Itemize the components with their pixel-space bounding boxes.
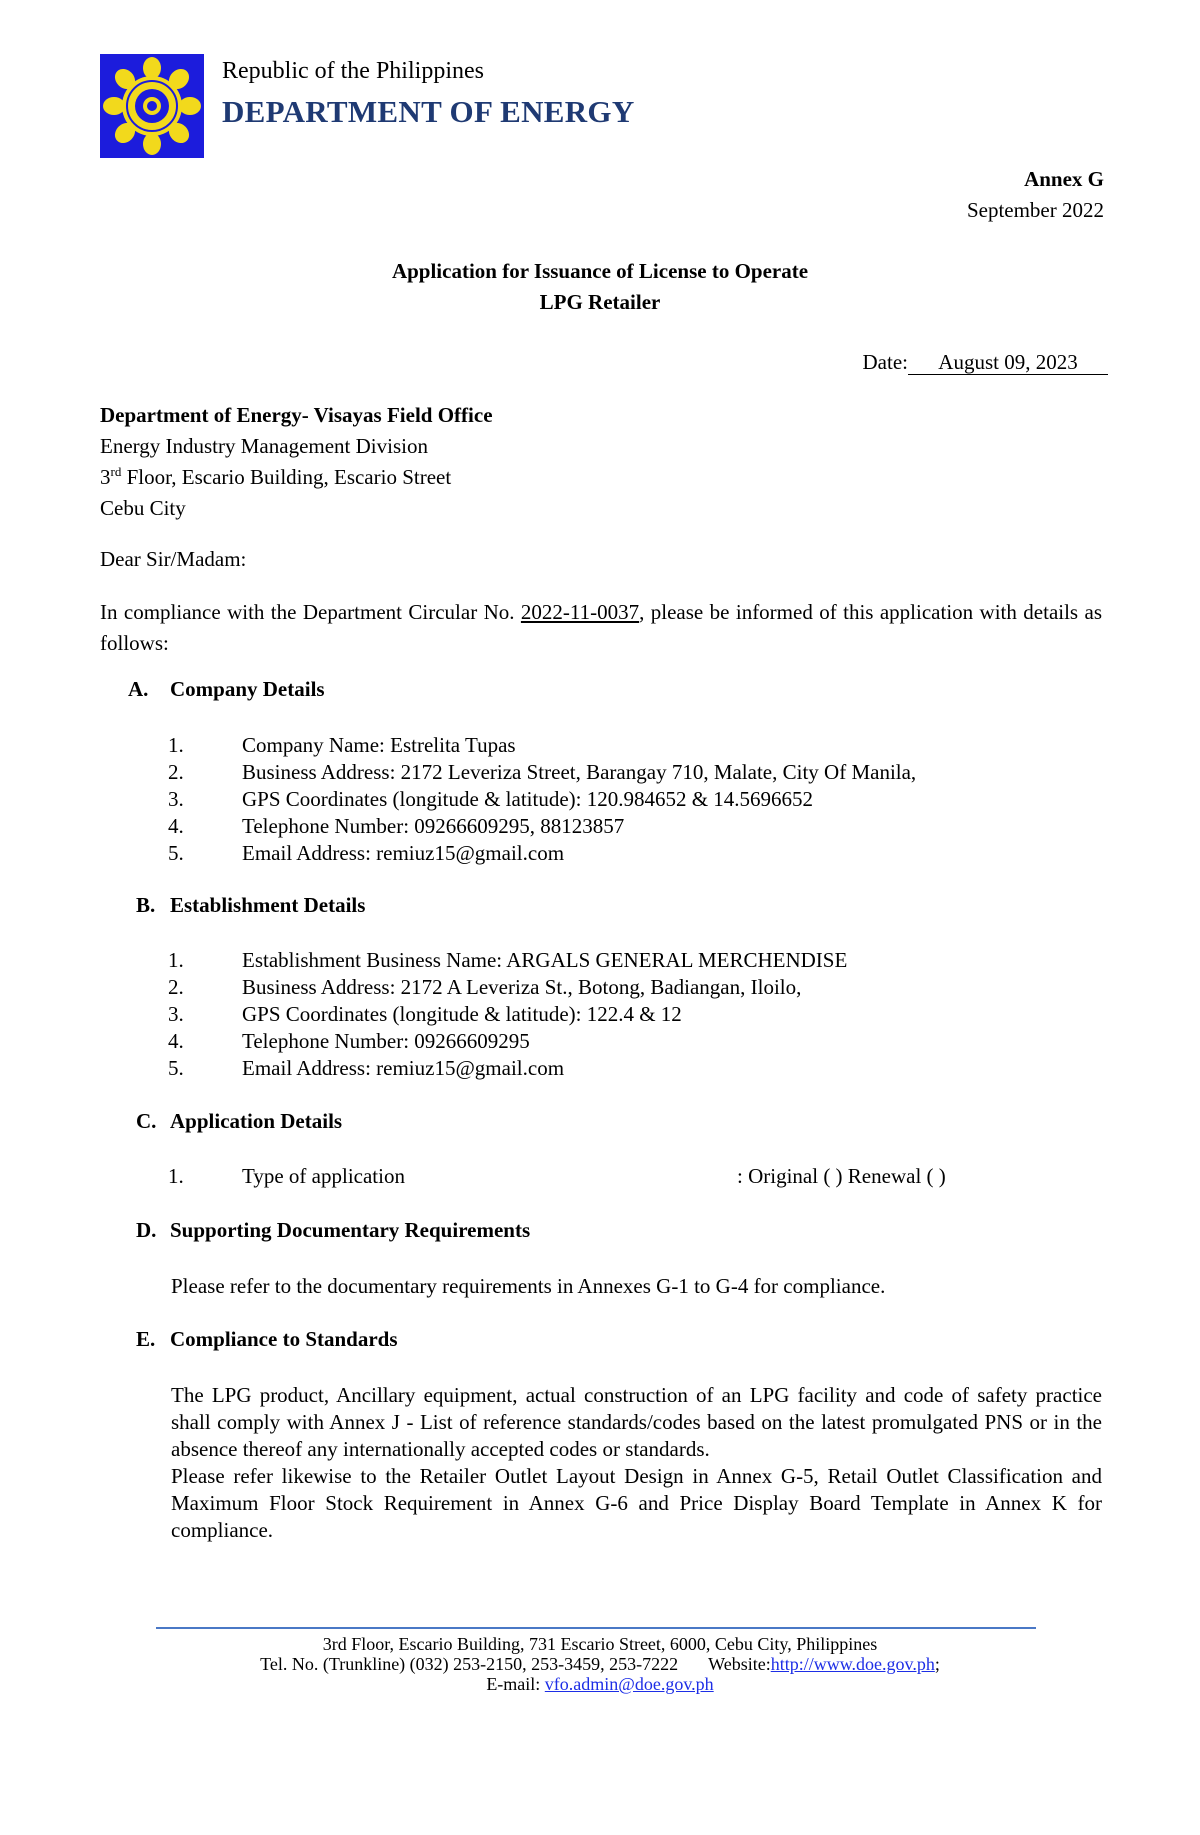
- item-text: Business Address: 2172 A Leveriza St., Botong, Badiangan, Iloilo,: [242, 975, 802, 999]
- list-item: [168, 1001, 847, 1028]
- compliance-paragraph: [171, 1382, 1102, 1544]
- item-number: 5.: [168, 841, 184, 865]
- list-item: [168, 840, 916, 867]
- documentary-requirements-text: Please refer to the documentary requirements in Annexes G-1 to G-4 for compliance.: [171, 1274, 886, 1298]
- recipient-org: Department of Energy- Visayas Field Office: [100, 403, 493, 427]
- list-item: [168, 732, 916, 759]
- section-letter: B.: [136, 893, 156, 917]
- floor-number: 3: [100, 465, 111, 489]
- item-number: 5.: [168, 1056, 184, 1080]
- date-label: Date:: [862, 350, 908, 374]
- item-number: 4.: [168, 814, 184, 838]
- section-b-heading: [136, 893, 365, 918]
- item-text: GPS Coordinates (longitude & latitude): 122.4 & 12: [242, 1002, 682, 1026]
- item-text: Company Name: Estrelita Tupas: [242, 733, 516, 757]
- item-number: 1.: [168, 733, 184, 757]
- section-title: Compliance to Standards: [170, 1327, 398, 1351]
- section-letter: D.: [136, 1218, 157, 1242]
- footer: [0, 1634, 1200, 1694]
- intro-after: , please be informed of this application with details as follows:: [100, 600, 1102, 655]
- establishment-details-list: [168, 947, 847, 1082]
- intro-paragraph: [100, 597, 1102, 659]
- footer-divider: [156, 1627, 1036, 1629]
- intro-before: In compliance with the Department Circular No.: [100, 600, 521, 624]
- floor-rest: Floor, Escario Building, Escario Street: [121, 465, 452, 489]
- date-value: August 09, 2023: [908, 350, 1108, 375]
- website-link[interactable]: http://www.doe.gov.ph: [770, 1654, 935, 1674]
- footer-telephone: Tel. No. (Trunkline) (032) 253-2150, 253-3459, 253-7222: [260, 1654, 679, 1674]
- section-title: Supporting Documentary Requirements: [170, 1218, 531, 1242]
- list-item: [168, 786, 916, 813]
- item-text: Email Address: remiuz15@gmail.com: [242, 841, 565, 865]
- recipient-street: [100, 462, 493, 493]
- footer-contact: [0, 1654, 1200, 1674]
- item-number: 1.: [168, 1164, 184, 1188]
- republic-heading: Republic of the Philippines: [222, 58, 484, 84]
- list-item: [168, 1055, 847, 1082]
- item-text: Telephone Number: 09266609295: [242, 1029, 530, 1053]
- date-line: [863, 350, 1108, 375]
- list-item: [168, 1028, 847, 1055]
- section-c-heading: [136, 1109, 342, 1134]
- application-type-options: : Original ( ) Renewal ( ): [737, 1164, 946, 1188]
- website-after: ;: [934, 1654, 940, 1674]
- annex-date: September 2022: [966, 198, 1104, 222]
- section-letter: E.: [136, 1327, 156, 1351]
- email-label: E-mail:: [486, 1674, 545, 1694]
- recipient-division: Energy Industry Management Division: [100, 434, 428, 458]
- list-item: [168, 947, 847, 974]
- section-d-heading: [136, 1218, 530, 1243]
- department-heading: DEPARTMENT OF ENERGY: [222, 94, 635, 129]
- application-type-label: Type of application: [242, 1164, 405, 1188]
- item-text: Business Address: 2172 Leveriza Street, Barangay 710, Malate, City Of Manila,: [242, 760, 917, 784]
- item-number: 2.: [168, 760, 184, 784]
- footer-address: 3rd Floor, Escario Building, 731 Escario Street, 6000, Cebu City, Philippines: [322, 1634, 878, 1654]
- doe-logo-graphic: [100, 54, 204, 158]
- title-line-2: LPG Retailer: [539, 290, 661, 314]
- compliance-text-1: The LPG product, Ancillary equipment, actual construction of an LPG facility and code of safety practice shall comply with Annex J - List of reference standards/codes based on the latest promulgated PNS or in the absence thereof any internationally accepted codes or standards.: [171, 1383, 1102, 1461]
- item-text: Telephone Number: 09266609295, 88123857: [242, 814, 625, 838]
- recipient-address: [100, 400, 493, 524]
- company-details-list: [168, 732, 916, 867]
- website-label: Website:: [708, 1654, 771, 1674]
- item-text: GPS Coordinates (longitude & latitude): 120.984652 & 14.5696652: [242, 787, 814, 811]
- item-text: Email Address: remiuz15@gmail.com: [242, 1056, 565, 1080]
- circular-number: 2022-11-0037: [520, 600, 640, 624]
- section-letter: C.: [136, 1109, 157, 1133]
- item-text: Establishment Business Name: ARGALS GENERAL MERCHENDISE: [242, 948, 848, 972]
- compliance-text-2: Please refer likewise to the Retailer Outlet Layout Design in Annex G-5, Retail Outlet Classification and Maximum Floor Stock Requirement in Annex G-6 and Price Display Board Template in Annex K for compliance.: [171, 1464, 1102, 1542]
- section-letter: A.: [128, 677, 149, 701]
- greeting: Dear Sir/Madam:: [100, 547, 247, 571]
- application-type-row: [168, 1164, 1098, 1192]
- item-number: 1.: [168, 948, 184, 972]
- title-line-1: Application for Issuance of License to Operate: [391, 259, 809, 283]
- item-number: 3.: [168, 787, 184, 811]
- list-item: [168, 813, 916, 840]
- annex-title: Annex G: [1024, 167, 1104, 191]
- footer-email: [0, 1674, 1200, 1694]
- list-item: [168, 974, 847, 1001]
- section-title: Company Details: [170, 677, 325, 701]
- recipient-city: Cebu City: [100, 496, 186, 520]
- item-number: 3.: [168, 1002, 184, 1026]
- floor-ordinal: rd: [110, 464, 122, 479]
- item-number: 4.: [168, 1029, 184, 1053]
- email-link[interactable]: vfo.admin@doe.gov.ph: [544, 1674, 714, 1694]
- annex-block: [967, 164, 1104, 226]
- doe-sun-seal-icon: [100, 54, 204, 158]
- list-item: [168, 759, 916, 786]
- section-e-heading: [136, 1327, 398, 1352]
- section-title: Application Details: [170, 1109, 343, 1133]
- section-a-heading: [128, 677, 325, 702]
- item-number: 2.: [168, 975, 184, 999]
- document-title: [0, 256, 1200, 318]
- section-title: Establishment Details: [170, 893, 366, 917]
